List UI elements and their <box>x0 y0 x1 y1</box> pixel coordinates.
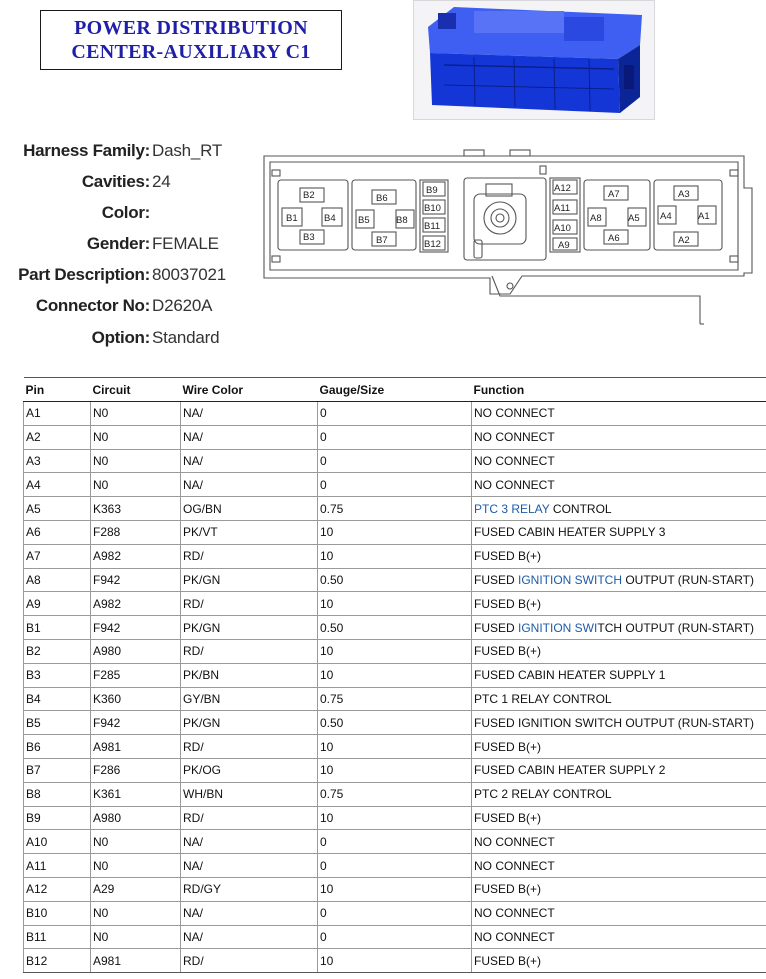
wire-color-cell: NA/ <box>181 925 318 949</box>
circuit-cell: A980 <box>91 806 181 830</box>
wire-color-cell: NA/ <box>181 473 318 497</box>
function-text: PTC 2 RELAY CONTROL <box>474 787 612 802</box>
gauge-cell: 10 <box>318 806 472 830</box>
cavity-label: A5 <box>628 213 640 224</box>
cavity-label: A12 <box>554 183 571 194</box>
function-cell <box>472 425 766 449</box>
gauge-cell: 0.50 <box>318 616 472 640</box>
table-row <box>24 592 766 616</box>
function-highlight-text: PTC 3 RELAY <box>474 501 550 516</box>
table-row <box>24 901 766 925</box>
wire-color-cell: RD/ <box>181 949 318 973</box>
pin-cell: A6 <box>24 520 91 544</box>
wire-color-cell: NA/ <box>181 901 318 925</box>
gauge-cell: 0 <box>318 473 472 497</box>
circuit-cell: A981 <box>91 735 181 759</box>
function-cell <box>472 402 766 426</box>
function-text: FUSED B(+) <box>474 596 542 611</box>
cavity-label: B1 <box>286 213 298 224</box>
wire-color-cell: PK/GN <box>181 568 318 592</box>
gauge-cell: 10 <box>318 877 472 901</box>
table-row <box>24 520 766 544</box>
gauge-cell: 0 <box>318 901 472 925</box>
pin-cell: A1 <box>24 402 91 426</box>
cavity-label: B7 <box>376 235 388 246</box>
table-row <box>24 735 766 759</box>
table-row <box>24 711 766 735</box>
function-text: NO CONNECT <box>474 406 555 421</box>
circuit-cell: N0 <box>91 901 181 925</box>
gauge-cell: 10 <box>318 544 472 568</box>
function-text: FUSED CABIN HEATER SUPPLY 2 <box>474 763 666 778</box>
function-text: FUSED <box>474 620 519 635</box>
cavity-label: A4 <box>660 211 672 222</box>
function-text: FUSED B(+) <box>474 953 542 968</box>
pin-cell: B1 <box>24 616 91 640</box>
function-cell <box>472 735 766 759</box>
function-text: NO CONNECT <box>474 929 555 944</box>
gauge-cell: 0.75 <box>318 687 472 711</box>
circuit-cell: N0 <box>91 473 181 497</box>
wire-color-cell: RD/ <box>181 806 318 830</box>
column-header-function: Function <box>472 378 766 402</box>
function-text: CONTROL <box>549 501 612 516</box>
gauge-cell: 0.50 <box>318 568 472 592</box>
pin-cell: A9 <box>24 592 91 616</box>
pin-cell: B8 <box>24 782 91 806</box>
wire-color-cell: RD/ <box>181 735 318 759</box>
function-cell <box>472 925 766 949</box>
function-text: NO CONNECT <box>474 906 555 921</box>
spec-color: Color: <box>101 203 150 222</box>
title-line-2: CENTER-AUXILIARY C1 <box>71 41 311 63</box>
gauge-cell: 0 <box>318 830 472 854</box>
function-cell <box>472 806 766 830</box>
pin-cell: B6 <box>24 735 91 759</box>
gauge-cell: 10 <box>318 663 472 687</box>
function-cell <box>472 782 766 806</box>
title-line-1: POWER DISTRIBUTION <box>74 17 308 39</box>
function-cell <box>472 854 766 878</box>
gauge-cell: 10 <box>318 949 472 973</box>
pin-cell: B10 <box>24 901 91 925</box>
cavity-label: A2 <box>678 235 690 246</box>
table-header-row <box>24 378 766 402</box>
cavity-label: B2 <box>303 190 315 201</box>
cavity-label: B12 <box>424 239 441 250</box>
cavity-label: B5 <box>358 215 370 226</box>
table-row <box>24 639 766 663</box>
cavity-label: B6 <box>376 193 388 204</box>
circuit-cell: A29 <box>91 877 181 901</box>
cavity-label: B3 <box>303 232 315 243</box>
circuit-cell: N0 <box>91 854 181 878</box>
wire-color-cell: WH/BN <box>181 782 318 806</box>
function-cell <box>472 639 766 663</box>
function-highlight-text: IGNITION SWITCH <box>518 572 623 587</box>
function-text: NO CONNECT <box>474 430 555 445</box>
table-row <box>24 425 766 449</box>
column-header-circuit: Circuit <box>91 378 181 402</box>
cavity-label: A8 <box>590 213 602 224</box>
function-text: PTC 1 RELAY CONTROL <box>474 691 612 706</box>
pin-cell: A4 <box>24 473 91 497</box>
cavity-label: B10 <box>424 203 441 214</box>
pin-cell: B9 <box>24 806 91 830</box>
circuit-cell: A982 <box>91 544 181 568</box>
function-cell <box>472 877 766 901</box>
gauge-cell: 0.75 <box>318 497 472 521</box>
function-text: FUSED CABIN HEATER SUPPLY 1 <box>474 668 666 683</box>
wire-color-cell: RD/GY <box>181 877 318 901</box>
function-cell <box>472 830 766 854</box>
table-row <box>24 663 766 687</box>
column-header-wire-color: Wire Color <box>181 378 318 402</box>
gauge-cell: 10 <box>318 758 472 782</box>
wire-color-cell: RD/ <box>181 639 318 663</box>
cavity-label: A9 <box>558 240 570 251</box>
table-row <box>24 782 766 806</box>
table-row <box>24 497 766 521</box>
cavity-label: A3 <box>678 189 690 200</box>
wire-color-cell: PK/BN <box>181 663 318 687</box>
table-row <box>24 449 766 473</box>
table-row <box>24 568 766 592</box>
gauge-cell: 0 <box>318 925 472 949</box>
pin-cell: A5 <box>24 497 91 521</box>
wire-color-cell: GY/BN <box>181 687 318 711</box>
wire-color-cell: RD/ <box>181 592 318 616</box>
function-cell <box>472 544 766 568</box>
spec-option: Option: Standard <box>91 328 220 347</box>
table-row <box>24 854 766 878</box>
function-text: OUTPUT (RUN-START) <box>622 572 755 587</box>
function-cell <box>472 473 766 497</box>
wire-color-cell: PK/GN <box>181 616 318 640</box>
wire-color-cell: NA/ <box>181 830 318 854</box>
circuit-cell: N0 <box>91 925 181 949</box>
pin-cell: A8 <box>24 568 91 592</box>
circuit-cell: N0 <box>91 449 181 473</box>
cavity-label: A11 <box>554 203 571 214</box>
table-row <box>24 544 766 568</box>
function-text: NO CONNECT <box>474 834 555 849</box>
cavity-label: B9 <box>426 185 438 196</box>
table-row <box>24 877 766 901</box>
function-text: FUSED <box>474 572 519 587</box>
table-row <box>24 687 766 711</box>
function-text: FUSED B(+) <box>474 644 542 659</box>
circuit-cell: F942 <box>91 711 181 735</box>
gauge-cell: 0.50 <box>318 711 472 735</box>
table-row <box>24 830 766 854</box>
function-cell <box>472 449 766 473</box>
function-cell <box>472 592 766 616</box>
gauge-cell: 0 <box>318 854 472 878</box>
table-row <box>24 806 766 830</box>
spec-harness-family: Harness Family: Dash_RT <box>23 141 223 160</box>
wire-color-cell: NA/ <box>181 402 318 426</box>
circuit-cell: A981 <box>91 949 181 973</box>
function-text: FUSED B(+) <box>474 810 542 825</box>
function-cell <box>472 520 766 544</box>
pin-cell: A7 <box>24 544 91 568</box>
table-row <box>24 402 766 426</box>
circuit-cell: F942 <box>91 616 181 640</box>
cavity-label: A7 <box>608 189 620 200</box>
cavity-label: B4 <box>324 213 336 224</box>
wire-color-cell: NA/ <box>181 449 318 473</box>
gauge-cell: 10 <box>318 520 472 544</box>
connector-render-image <box>414 1 655 120</box>
pin-cell: B3 <box>24 663 91 687</box>
function-highlight-text: IGNITION SWI <box>518 620 598 635</box>
document-title <box>40 10 342 70</box>
cavity-label: B8 <box>396 215 408 226</box>
circuit-cell: F288 <box>91 520 181 544</box>
connector-photo <box>413 0 655 120</box>
pin-cell: B11 <box>24 925 91 949</box>
spec-part-description: Part Description: 80037021 <box>18 265 227 284</box>
pin-cell: B7 <box>24 758 91 782</box>
circuit-cell: K360 <box>91 687 181 711</box>
wire-color-cell: OG/BN <box>181 497 318 521</box>
cavity-label: A10 <box>554 223 571 234</box>
gauge-cell: 10 <box>318 735 472 759</box>
gauge-cell: 10 <box>318 639 472 663</box>
table-row <box>24 616 766 640</box>
function-text: FUSED B(+) <box>474 882 542 897</box>
gauge-cell: 10 <box>318 592 472 616</box>
gauge-cell: 0 <box>318 402 472 426</box>
gauge-cell: 0 <box>318 425 472 449</box>
function-cell <box>472 758 766 782</box>
circuit-cell: F285 <box>91 663 181 687</box>
wire-color-cell: NA/ <box>181 425 318 449</box>
function-text: NO CONNECT <box>474 453 555 468</box>
pin-cell: B5 <box>24 711 91 735</box>
spec-connector-no: Connector No: D2620A <box>35 296 213 315</box>
function-cell <box>472 568 766 592</box>
wire-color-cell: PK/OG <box>181 758 318 782</box>
function-cell <box>472 687 766 711</box>
wire-color-cell: PK/VT <box>181 520 318 544</box>
table-row <box>24 925 766 949</box>
circuit-cell: K361 <box>91 782 181 806</box>
circuit-cell: N0 <box>91 425 181 449</box>
function-text: NO CONNECT <box>474 858 555 873</box>
pin-cell: A10 <box>24 830 91 854</box>
function-cell <box>472 711 766 735</box>
circuit-cell: F286 <box>91 758 181 782</box>
spec-cavities: Cavities: 24 <box>81 172 171 191</box>
pin-cell: A3 <box>24 449 91 473</box>
cavity-label: A1 <box>698 211 710 222</box>
function-text: TCH OUTPUT (RUN-START) <box>597 620 755 635</box>
circuit-cell: N0 <box>91 830 181 854</box>
table-row <box>24 473 766 497</box>
gauge-cell: 0.75 <box>318 782 472 806</box>
wire-color-cell: PK/GN <box>181 711 318 735</box>
function-text: FUSED B(+) <box>474 549 542 564</box>
pin-cell: B2 <box>24 639 91 663</box>
column-header-gauge: Gauge/Size <box>318 378 472 402</box>
spec-gender: Gender: FEMALE <box>86 234 219 253</box>
column-header-pin: Pin <box>24 378 91 402</box>
pin-cell: A2 <box>24 425 91 449</box>
pinout-table <box>23 377 766 973</box>
circuit-cell: N0 <box>91 402 181 426</box>
function-cell <box>472 663 766 687</box>
circuit-cell: K363 <box>91 497 181 521</box>
wire-color-cell: RD/ <box>181 544 318 568</box>
function-text: NO CONNECT <box>474 477 555 492</box>
circuit-cell: A980 <box>91 639 181 663</box>
table-row <box>24 758 766 782</box>
gauge-cell: 0 <box>318 449 472 473</box>
circuit-cell: F942 <box>91 568 181 592</box>
wire-color-cell: NA/ <box>181 854 318 878</box>
function-text: FUSED CABIN HEATER SUPPLY 3 <box>474 525 666 540</box>
cavity-label: A6 <box>608 233 620 244</box>
function-cell <box>472 616 766 640</box>
function-text: FUSED IGNITION SWITCH OUTPUT (RUN-START) <box>474 715 754 730</box>
function-cell <box>472 901 766 925</box>
cavity-label: B11 <box>424 221 441 232</box>
pin-cell: B12 <box>24 949 91 973</box>
table-row <box>24 949 766 973</box>
pin-cell: A11 <box>24 854 91 878</box>
pin-cell: B4 <box>24 687 91 711</box>
function-cell <box>472 497 766 521</box>
pin-cell: A12 <box>24 877 91 901</box>
connector-face-diagram <box>260 148 766 328</box>
function-cell <box>472 949 766 973</box>
function-text: FUSED B(+) <box>474 739 542 754</box>
circuit-cell: A982 <box>91 592 181 616</box>
